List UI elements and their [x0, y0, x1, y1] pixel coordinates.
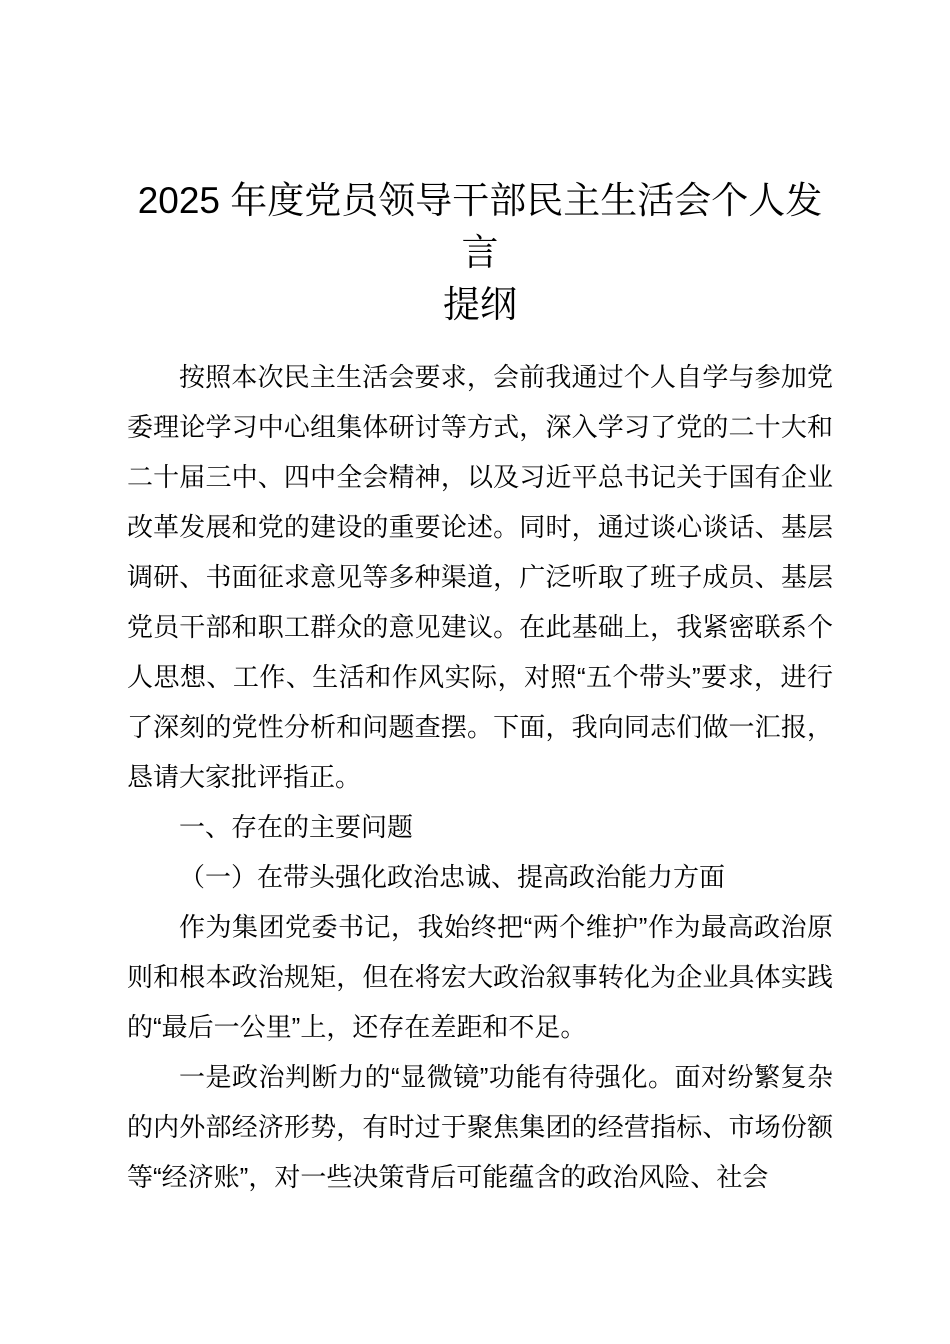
subsection-heading: （一）在带头强化政治忠诚、提高政治能力方面	[179, 862, 726, 892]
document-title	[127, 175, 833, 331]
document-title-line-2: 提纲	[443, 284, 517, 325]
intro-paragraph: 按照本次民主生活会要求，会前我通过个人自学与参加党委理论学习中心组集体研讨等方式，深入学习了党的二十大和二十届三中、四中全会精神，以及习近平总书记关于国有企业改革发展和党的建设的重要论述。同时，通过谈心谈话、基层调研、书面征求意见等多种渠道，广泛听取了班子成员、基层党员干部和职工群众的意见建议。在此基础上，我紧密联系个人思想、工作、生活和作风实际，对照“五个带头”要求，进行了深刻的党性分析和问题查摆。下面，我向同志们做一汇报，恳请大家批评指正。	[127, 362, 833, 792]
body-paragraph: 作为集团党委书记，我始终把“两个维护”作为最高政治原则和根本政治规矩，但在将宏大政治叙事转化为企业具体实践的“最后一公里”上，还存在差距和不足。	[127, 912, 833, 1042]
body-paragraph: 一是政治判断力的“显微镜”功能有待强化。面对纷繁复杂的内外部经济形势，有时过于聚焦集团的经营指标、市场份额等“经济账”，对一些决策背后可能蕴含的政治风险、社会	[127, 1062, 833, 1192]
document-body	[127, 0, 833, 1202]
document-title-line-1: 2025 年度党员领导干部民主生活会个人发言	[137, 180, 823, 273]
section-heading: 一、存在的主要问题	[179, 812, 414, 842]
